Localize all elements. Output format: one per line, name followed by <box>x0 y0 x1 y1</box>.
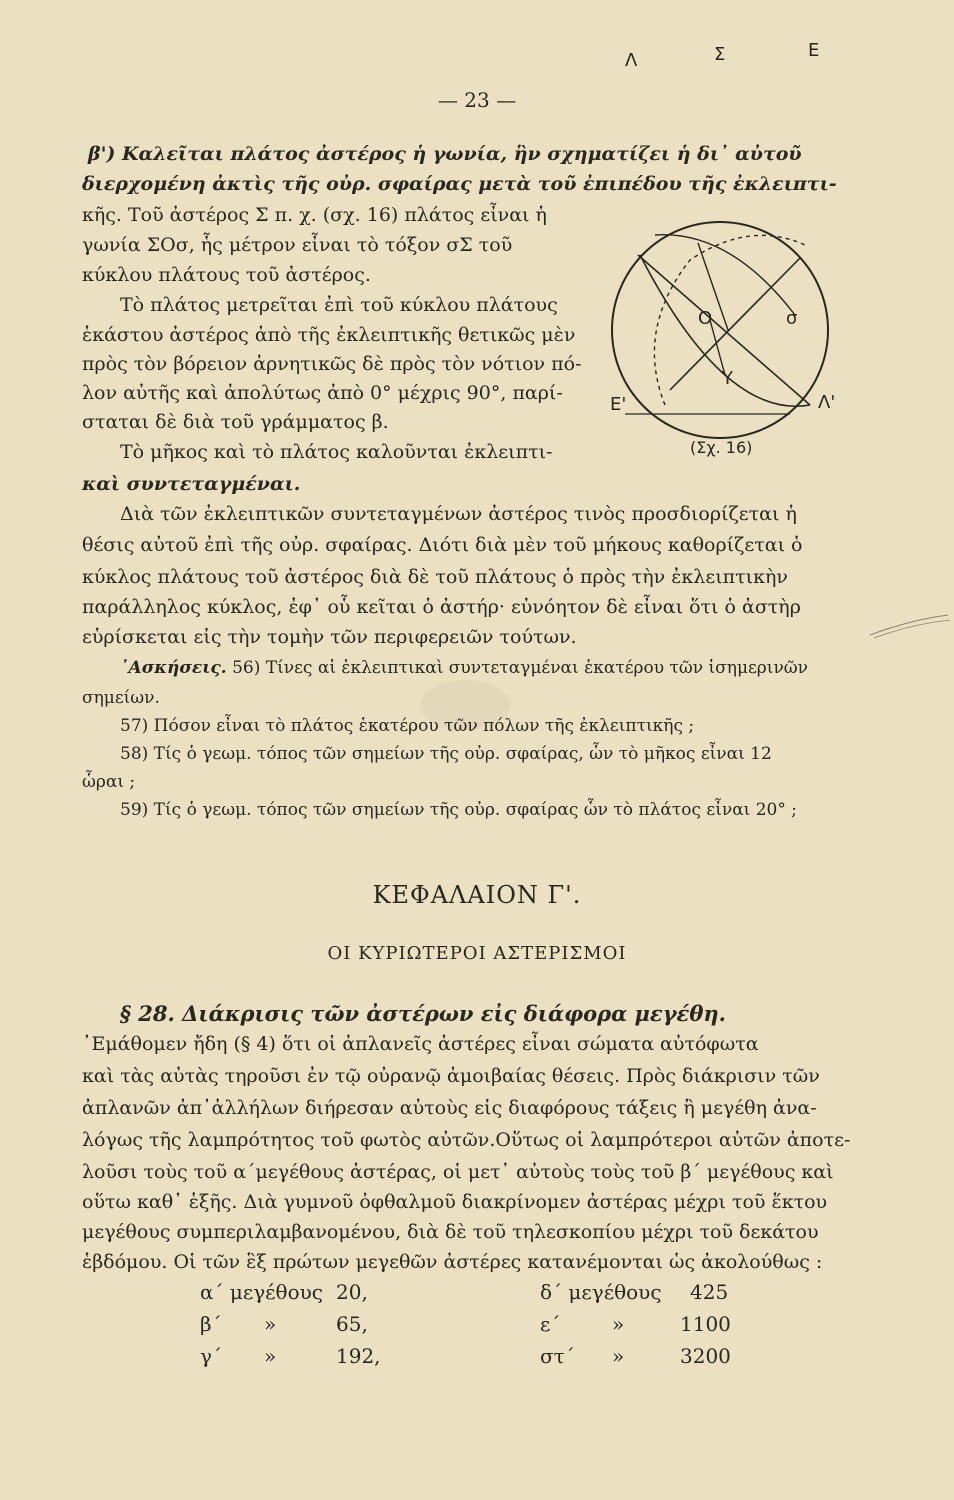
margin-pencil-mark <box>870 600 950 660</box>
chapter-title: ΚΕΦΑΛΑΙΟΝ Γ'. <box>372 881 582 909</box>
text-line: γωνία ΣΟσ, ἧς μέτρον εἶναι τὸ τόξον σΣ τοῦ <box>82 234 513 256</box>
label-upsilon: Υ <box>722 368 733 389</box>
label-epsilon: Ε <box>808 40 820 61</box>
chapter-subtitle: ΟΙ ΚΥΡΙΩΤΕΡΟΙ ΑΣΤΕΡΙΣΜΟΙ <box>327 943 627 964</box>
label-sigma: Σ <box>714 44 726 65</box>
text-line: ἀπλανῶν ἀπ᾿ἀλλήλων διήρεσαν αὐτοὺς εἰς διαφόρους τάξεις ἢ μεγέθη ἀνα- <box>82 1097 817 1119</box>
text-line: καὶ συντεταγμέναι. <box>82 473 301 495</box>
table-label: γ΄ <box>200 1344 222 1368</box>
table-value: 192, <box>336 1344 381 1368</box>
table-label: δ΄ μεγέθους <box>540 1280 662 1304</box>
exercise-56-cont: σημείων. <box>82 688 160 708</box>
text-line: Διὰ τῶν ἐκλειπτικῶν συντεταγμένων ἀστέρος τινὸς προσδιορίζεται ἡ <box>120 503 797 525</box>
text-line: παράλληλος κύκλος, ἐφ᾿ οὗ κεῖται ὁ ἀστήρ· εὐνόητον δὲ εἶναι ὅτι ὁ ἀστὴρ <box>82 596 801 618</box>
text-line: καὶ τὰς αὐτὰς τηροῦσι ἐν τῷ οὐρανῷ ἀμοιβαίας θέσεις. Πρὸς διάκρισιν τῶν <box>82 1065 820 1087</box>
label-lambda: Λ <box>625 50 638 71</box>
table-value: 1100 <box>680 1312 731 1336</box>
text-line: λοῦσι τοὺς τοῦ α΄μεγέθους ἀστέρας, οἱ μετ᾿ αὐτοὺς τοὺς τοῦ β΄ μεγέθους καὶ <box>82 1161 834 1183</box>
text-line: πρὸς τὸν βόρειον ἀρνητικῶς δὲ πρὸς τὸν νότιον πό- <box>82 353 582 375</box>
table-value: 3200 <box>680 1344 731 1368</box>
ditto-mark: » <box>612 1312 625 1336</box>
ditto-mark: » <box>612 1344 625 1368</box>
label-small-sigma: σ <box>786 308 798 329</box>
table-value: 20, <box>336 1280 368 1304</box>
label-epsilon-prime: Ε' <box>610 394 627 415</box>
exercise-56 <box>120 656 808 680</box>
text-line: κύκλος πλάτους τοῦ ἀστέρος διὰ δὲ τοῦ πλάτους ὁ πρὸς τὴν ἐκλειπτικὴν <box>82 566 788 588</box>
text-line: κύκλου πλάτους τοῦ ἀστέρος. <box>82 264 371 286</box>
figure-caption: (Σχ. 16) <box>690 438 753 457</box>
text-line: μεγέθους συμπεριλαμβανομένου, διὰ δὲ τοῦ τηλεσκοπίου μέχρι τοῦ δεκάτου <box>82 1221 819 1243</box>
text-line: οὕτω καθ᾿ ἑξῆς. Διὰ γυμνοῦ ὀφθαλμοῦ διακρίνομεν ἀστέρας μέχρι τοῦ ἕκτου <box>82 1191 828 1213</box>
text-line: λον αὐτῆς καὶ ἀπολύτως ἀπὸ 0° μέχρις 90°, παρί- <box>82 382 563 404</box>
text-line: σταται δὲ διὰ τοῦ γράμματος β. <box>82 411 389 433</box>
ditto-mark: » <box>264 1312 277 1336</box>
exercise-57: 57) Πόσον εἶναι τὸ πλάτος ἑκατέρου τῶν πόλων τῆς ἐκλειπτικῆς ; <box>120 716 695 736</box>
table-label: α΄ μεγέθους <box>200 1280 323 1304</box>
label-lambda-prime: Λ' <box>818 392 836 413</box>
equator-line <box>670 258 800 390</box>
text-line: Τὸ πλάτος μετρεῖται ἐπὶ τοῦ κύκλου πλάτους <box>120 294 558 316</box>
text-line: Τὸ μῆκος καὶ τὸ πλάτος καλοῦνται ἐκλειπτι- <box>120 441 553 463</box>
exercise-58-cont: ὧραι ; <box>82 772 136 792</box>
section-heading: § 28. Διάκρισις τῶν ἀστέρων εἰς διάφορα μεγέθη. <box>120 1001 726 1026</box>
table-value: 65, <box>336 1312 368 1336</box>
celestial-sphere-diagram <box>610 30 840 470</box>
text-line: διερχομένη ἀκτὶς τῆς οὐρ. σφαίρας μετὰ τοῦ ἐπιπέδου τῆς ἐκλειπτι- <box>82 173 837 195</box>
ditto-mark: » <box>264 1344 277 1368</box>
exercise-56-text: 56) Τίνες αἱ ἐκλειπτικαὶ συντεταγμέναι ἑκατέρου τῶν ἰσημερινῶν <box>232 658 808 678</box>
table-label: β΄ <box>200 1312 222 1336</box>
text-line: ἑβδόμου. Οἱ τῶν ἓξ πρώτων μεγεθῶν ἀστέρες κατανέμονται ὡς ἀκολούθως : <box>82 1251 823 1273</box>
text-line: ἑκάστου ἀστέρος ἀπὸ τῆς ἐκλειπτικῆς θετικῶς μὲν <box>82 324 576 346</box>
text-line: λόγως τῆς λαμπρότητος τοῦ φωτὸς αὐτῶν.Οὕτως οἱ λαμπρότεροι αὐτῶν ἀποτε- <box>82 1129 851 1151</box>
exercises-label: ᾿Ασκήσεις. <box>120 658 227 678</box>
table-label: ε΄ <box>540 1312 561 1336</box>
label-omicron: Ο <box>698 308 713 329</box>
text-line: β') Καλεῖται πλάτος ἀστέρος ἡ γωνία, ἣν σχηματίζει ἡ δι᾿ αὐτοῦ <box>88 143 802 165</box>
text-line: εὑρίσκεται εἰς τὴν τομὴν τῶν περιφερειῶν τούτων. <box>82 626 577 648</box>
text-line: κῆς. Τοῦ ἀστέρος Σ π. χ. (σχ. 16) πλάτος εἶναι ἡ <box>82 204 547 226</box>
figure-16 <box>610 30 840 470</box>
latitude-arc <box>655 235 795 315</box>
exercise-58: 58) Τίς ὁ γεωμ. τόπος τῶν σημείων τῆς οὐρ. σφαίρας, ὧν τὸ μῆκος εἶναι 12 <box>120 744 772 764</box>
table-value: 425 <box>690 1280 729 1304</box>
table-label: στ΄ <box>540 1344 575 1368</box>
text-line: ᾿Εμάθομεν ἤδη (§ 4) ὅτι οἱ ἀπλανεῖς ἀστέρες εἶναι σώματα αὐτόφωτα <box>82 1033 759 1055</box>
exercise-59: 59) Τίς ὁ γεωμ. τόπος τῶν σημείων τῆς οὐρ. σφαίρας ὧν τὸ πλάτος εἶναι 20° ; <box>120 800 798 820</box>
text-line: θέσις αὐτοῦ ἐπὶ τῆς οὐρ. σφαίρας. Διότι διὰ μὲν τοῦ μήκους καθορίζεται ὁ <box>82 534 803 556</box>
page-number: — 23 — <box>437 88 517 112</box>
